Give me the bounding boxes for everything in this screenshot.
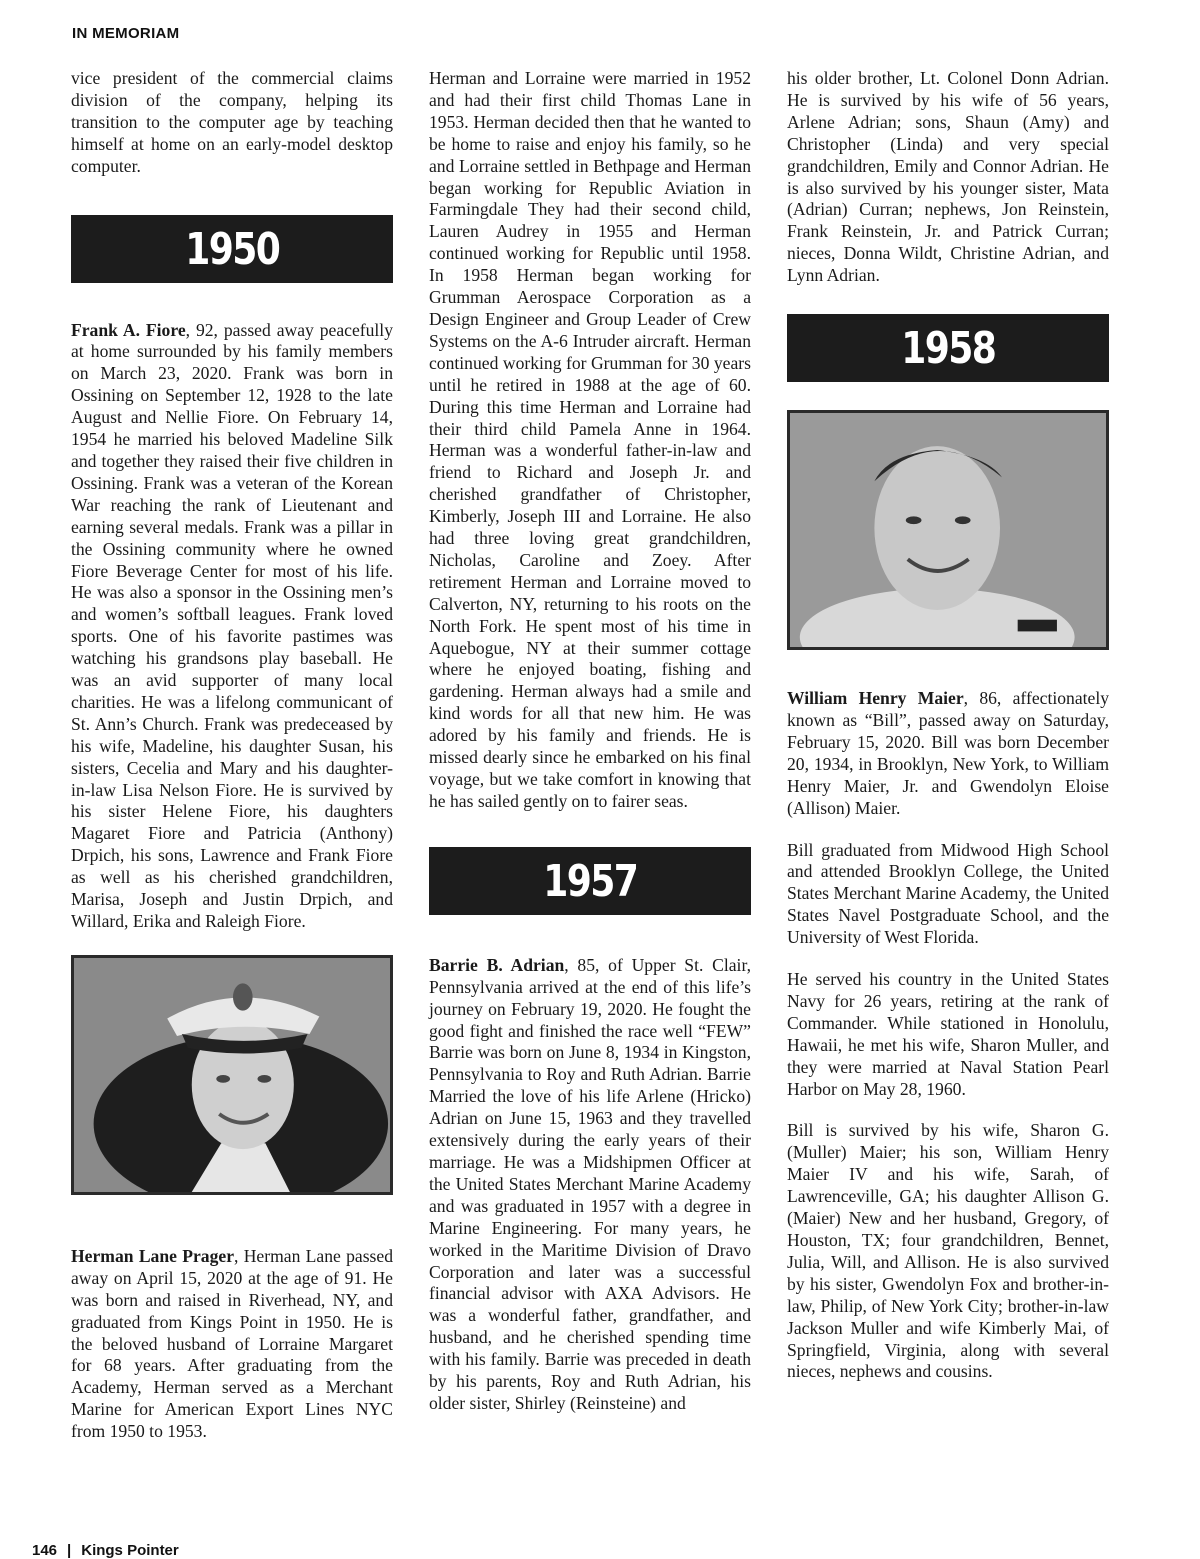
obituary-adrian bbox=[429, 955, 751, 1415]
obituary-maier bbox=[787, 688, 1109, 819]
column-3 bbox=[787, 68, 1109, 1383]
obituary-name-maier: William Henry Maier bbox=[787, 688, 964, 709]
portrait-photo-maier bbox=[787, 410, 1109, 650]
obituary-text-fiore: , 92, passed away peacefully at home surrounded by his family members on March 23, 2020. Frank was born in Ossining on September 12, 1928 to the late August and Nellie Fiore. On February 14, 1954 he married his beloved Madeline Silk and together they raised their five children in Ossining. Frank was a veteran of the Korean War reaching the rank of Lieutenant and earning several medals. Frank was a pillar in the Ossining community where he owned Fiore Beverage Center for most of his life. He was also a sponsor in the Ossining men’s and women’s softball leagues. Frank loved sports. One of his favorite pastimes was watching his grandsons play baseball. He was an avid supporter of many local charities. He was a lifelong communicant of St. Ann’s Church. Frank was predeceased by his wife, Madeline, his daughter Susan, his sisters, Cecelia and Mary and his daughter-in-law Lisa Nelson Fiore. He is survived by his sister Helene Fiore, his daughters Magaret Fiore and Patricia (Anthony) Drpich, his sons, Lawrence and Frank Fiore as well as his cherished grandchildren, Marisa, Joseph and Justin Drpich, and Willard, Erika and Raleigh Fiore. bbox=[71, 319, 393, 931]
year-banner-1957 bbox=[429, 847, 751, 915]
page-number: 146 bbox=[32, 1542, 58, 1559]
obituary-adrian-continued: his older brother, Lt. Colonel Donn Adrian. He is survived by his wife of 56 years, Arlene Adrian; sons, Shaun (Amy) and Christopher (Linda) and very special grandchildren, Emily and Connor Adrian. He is also survived by his younger sister, Mata (Adrian) Curran; nephews, Jon Reinstein, Frank Reinstein, Jr. and Patrick Curran; nieces, Donna Wildt, Christine Adrian, and Lynn Adrian. bbox=[787, 68, 1109, 286]
obituary-text-prager: , Herman Lane passed away on April 15, 2020 at the age of 91. He was born and raised in Riverhead, NY, and graduated from Kings Point in 1950. He is the beloved husband of Lorraine Margaret for 68 years. After graduating from the Academy, Herman served as a Merchant Marine for American Export Lines NYC from 1950 to 1953. bbox=[71, 1245, 394, 1442]
portrait-illustration-prager bbox=[74, 958, 390, 1192]
page-footer bbox=[32, 1542, 179, 1559]
year-banner-1958 bbox=[787, 314, 1109, 382]
publication-name: Kings Pointer bbox=[81, 1542, 179, 1559]
obituary-name-adrian: Barrie B. Adrian bbox=[429, 954, 565, 975]
intro-paragraph: vice president of the commercial claims division of the company, helping its transition to the computer age by teaching himself at home on an early-model desktop computer. bbox=[71, 68, 393, 176]
obituary-maier-education: Bill graduated from Midwood High School and attended Brooklyn College, the United States Merchant Marine Academy, the United States Navel Postgraduate School, and the University of West Florida. bbox=[787, 839, 1109, 948]
portrait-photo-prager bbox=[71, 955, 393, 1195]
column-2 bbox=[429, 68, 751, 1415]
obituary-text-maier: , 86, affectionately known as “Bill”, passed away on Saturday, February 15, 2020. Bill was born December 20, 1934, in Brooklyn, New York, to William Henry Maier, Jr. and Gwendolyn Eloise (Allison) Maier. bbox=[787, 688, 1110, 818]
obituary-fiore bbox=[71, 320, 393, 933]
obituary-prager bbox=[71, 1246, 393, 1443]
year-banner-1950 bbox=[71, 215, 393, 283]
footer-separator: | bbox=[67, 1542, 72, 1559]
column-1 bbox=[71, 68, 393, 1443]
portrait-illustration-maier bbox=[790, 413, 1106, 647]
obituary-maier-survivors: Bill is survived by his wife, Sharon G. (Muller) Maier; his son, William Henry Maier IV and his wife, Sarah, of Lawrenceville, GA; his daughter Allison G. (Maier) New and her husband, Gregory, of Houston, TX; four grandchildren, Bennet, Julia, Will, and Allison. He is also survived by his sister, Gwendolyn Fox and brother-in-law, Philip, of New York City; brother-in-law Jackson Muller and wife Kimberly Mai, of Springfield, Virginia, along with several nieces, nephews and cousins. bbox=[787, 1120, 1109, 1382]
section-header: IN MEMORIAM bbox=[72, 25, 180, 42]
obituary-name-fiore: Frank A. Fiore bbox=[71, 319, 186, 340]
year-1958-label: 1958 bbox=[901, 323, 995, 375]
year-1950-label: 1950 bbox=[185, 223, 279, 275]
obituary-maier-service: He served his country in the United States Navy for 26 years, retiring at the rank of Commander. While stationed in Honolulu, Hawaii, he met his wife, Sharon Muller, and they were married at Naval Station Pearl Harbor on May 28, 1960. bbox=[787, 969, 1109, 1099]
obituary-text-adrian: , 85, of Upper St. Clair, Pennsylvania arrived at the end of this life’s journey on February 19, 2020. He fought the good fight and finished the race well “FEW” Barrie was born on June 8, 1934 in Kingston, Pennsylvania to Roy and Ruth Adrian. Barrie Married the love of his life Arlene (Hricko) Adrian on June 15, 1963 and they travelled extensively during the early years of their marriage. He was a Midshipmen Officer at the United States Merchant Marine Academy and was graduated in 1957 with a degree in Marine Engineering. For many years, he worked in the Maritime Division of Dravo Corporation and later was a successful financial advisor with AXA Advisors. He was a wonderful father, grandfather, and husband, and he cherished spending time with his family. Barrie was preceded in death by his parents, Roy and Ruth Adrian, his older sister, Shirley (Reinsteine) and bbox=[429, 954, 751, 1413]
obituary-prager-continued: Herman and Lorraine were married in 1952 and had their first child Thomas Lane in 1953. Herman decided then that he wanted to be home to raise and enjoy his family, so he and Lorraine settled in Bethpage and Herman began working for Republic Aviation in Farmingdale They had their second child, Lauren Audrey in 1955 and Herman continued working for Republic until 1958. In 1958 Herman began working for Grumman Aerospace Corporation as a Design Engineer and Group Leader of Crew Systems on the A-6 Intruder aircraft. Herman continued working for Grumman for 30 years until he retired in 1988 at the age of 60. During this time Herman and Lorraine had their third child Pamela Anne in 1964. Herman was a wonderful father-in-law and friend to Richard and Joseph Jr. and cherished grandfather of Christopher, Kimberly, Joseph III and Lorraine. He also had three loving great grandchildren, Nicholas, Caroline and Zoey. After retirement Herman and Lorraine moved to Calverton, NY, returning to his roots on the North Fork. He spent most of his time in Aquebogue, NY at their summer cottage where he enjoyed boating, fishing and gardening. Herman always had a smile and kind words for all that new him. He was adored by his family and friends. He is missed dearly since he embarked on his final voyage, but we take comfort in knowing that he has sailed gently on to fairer seas. bbox=[429, 68, 751, 811]
obituary-name-prager: Herman Lane Prager bbox=[71, 1245, 235, 1266]
year-1957-label: 1957 bbox=[543, 855, 637, 907]
